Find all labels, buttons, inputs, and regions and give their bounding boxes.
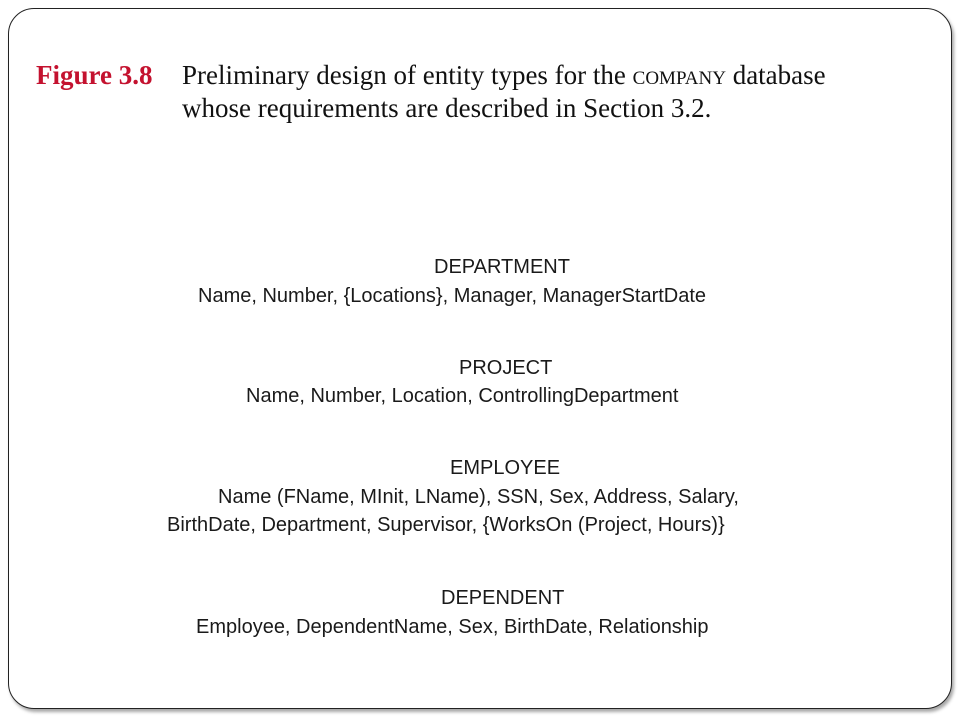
entity-name: PROJECT [459,357,553,379]
caption-company-word: company [632,60,726,90]
figure-caption [36,59,826,125]
entity-name: DEPENDENT [441,587,565,609]
entity-name: EMPLOYEE [450,457,561,479]
figure-label: Figure 3.8 [36,60,153,90]
caption-text-before: Preliminary design of entity types for the [182,60,633,90]
entity-attributes-line-1: Name (FName, MInit, LName), SSN, Sex, Address, Salary, [218,486,739,508]
entity-attributes: Employee, DependentName, Sex, BirthDate, Relationship [196,616,709,638]
caption-line-2: whose requirements are described in Section 3.2. [182,93,712,123]
entity-attributes-line-2: BirthDate, Department, Supervisor, {WorksOn (Project, Hours)} [167,514,725,536]
caption-text-after: database [725,60,826,90]
entity-name: DEPARTMENT [434,256,570,278]
entity-attributes: Name, Number, {Locations}, Manager, ManagerStartDate [198,285,707,307]
caption-line-1 [36,59,826,92]
entity-attributes: Name, Number, Location, ControllingDepartment [246,385,679,407]
